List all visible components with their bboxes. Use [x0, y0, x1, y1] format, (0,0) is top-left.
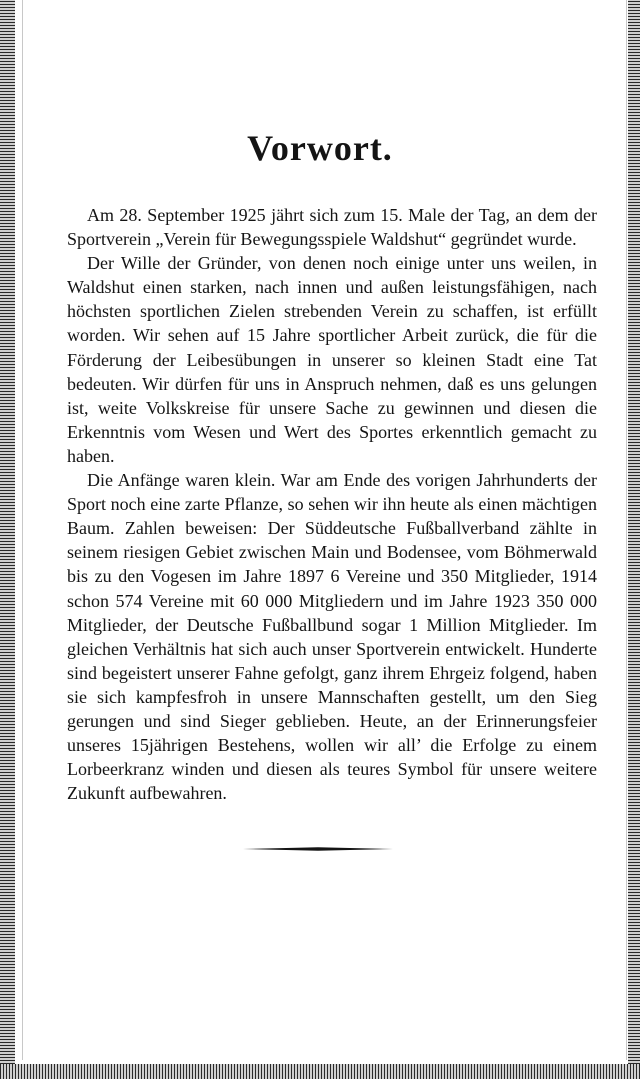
paragraph-3: Die Anfänge waren klein. War am Ende des vorigen Jahrhunderts der Sport noch eine zarte Pflanze, so sehen wir ihn heute als einen mächtigen Baum. Zahlen beweisen: Der Süddeutsche Fußballverband zählte in seinem riesigen Gebiet zwischen Main und Bodensee, vom Böhmerwald bis zu den Vogesen im Jahre 1897 6 Vereine und 350 Mitglieder, 1914 schon 574 Vereine mit 60 000 Mitgliedern und im Jahre 1923 350 000 Mitglieder, der Deutsche Fußballbund sogar 1 Million Mitglieder. Im gleichen Verhältnis hat sich auch unser Sportverein entwickelt. Hunderte sind begeistert unserer Fahne gefolgt, ganz ihrem Ehrgeiz folgend, haben sie sich kampfesfroh in unsere Mannschaften gestellt, um den Sieg gerungen und sind Sieger geblieben. Heute, an der Erinnerungsfeier unseres 15jährigen Bestehens, wollen wir all’ die Erfolge zu einem Lorbeerkranz winden und diesen als teures Symbol für unsere weitere Zukunft aufbewahren.	[67, 470, 597, 804]
scan-border-bottom	[0, 1064, 640, 1079]
paragraph-1: Am 28. September 1925 jährt sich zum 15. Male der Tag, an dem der Sportverein „Verein für Bewegungsspiele Waldshut“ gegründet wurde.	[67, 205, 597, 250]
body-text	[67, 203, 597, 805]
page-title: Vorwort.	[247, 128, 393, 168]
tapered-rule-ornament-icon	[243, 845, 393, 853]
paragraph-2: Der Wille der Gründer, von denen noch einige unter uns weilen, in Waldshut einen starken, nach innen und außen leistungsfähigen, nach höchsten sportlichen Zielen strebenden Verein zu schaffen, ist erfüllt worden. Wir sehen auf 15 Jahre sportlicher Arbeit zurück, die für die Förderung der Leibesübungen in unserer so kleinen Stadt eine Tat bedeuten. Wir dürfen für uns in Anspruch nehmen, daß es uns gelungen ist, weite Volkskreise für unsere Sache zu gewinnen und diesen die Erkenntnis vom Wesen und Wert des Sportes erkenntlich gemacht zu haben.	[67, 253, 597, 466]
